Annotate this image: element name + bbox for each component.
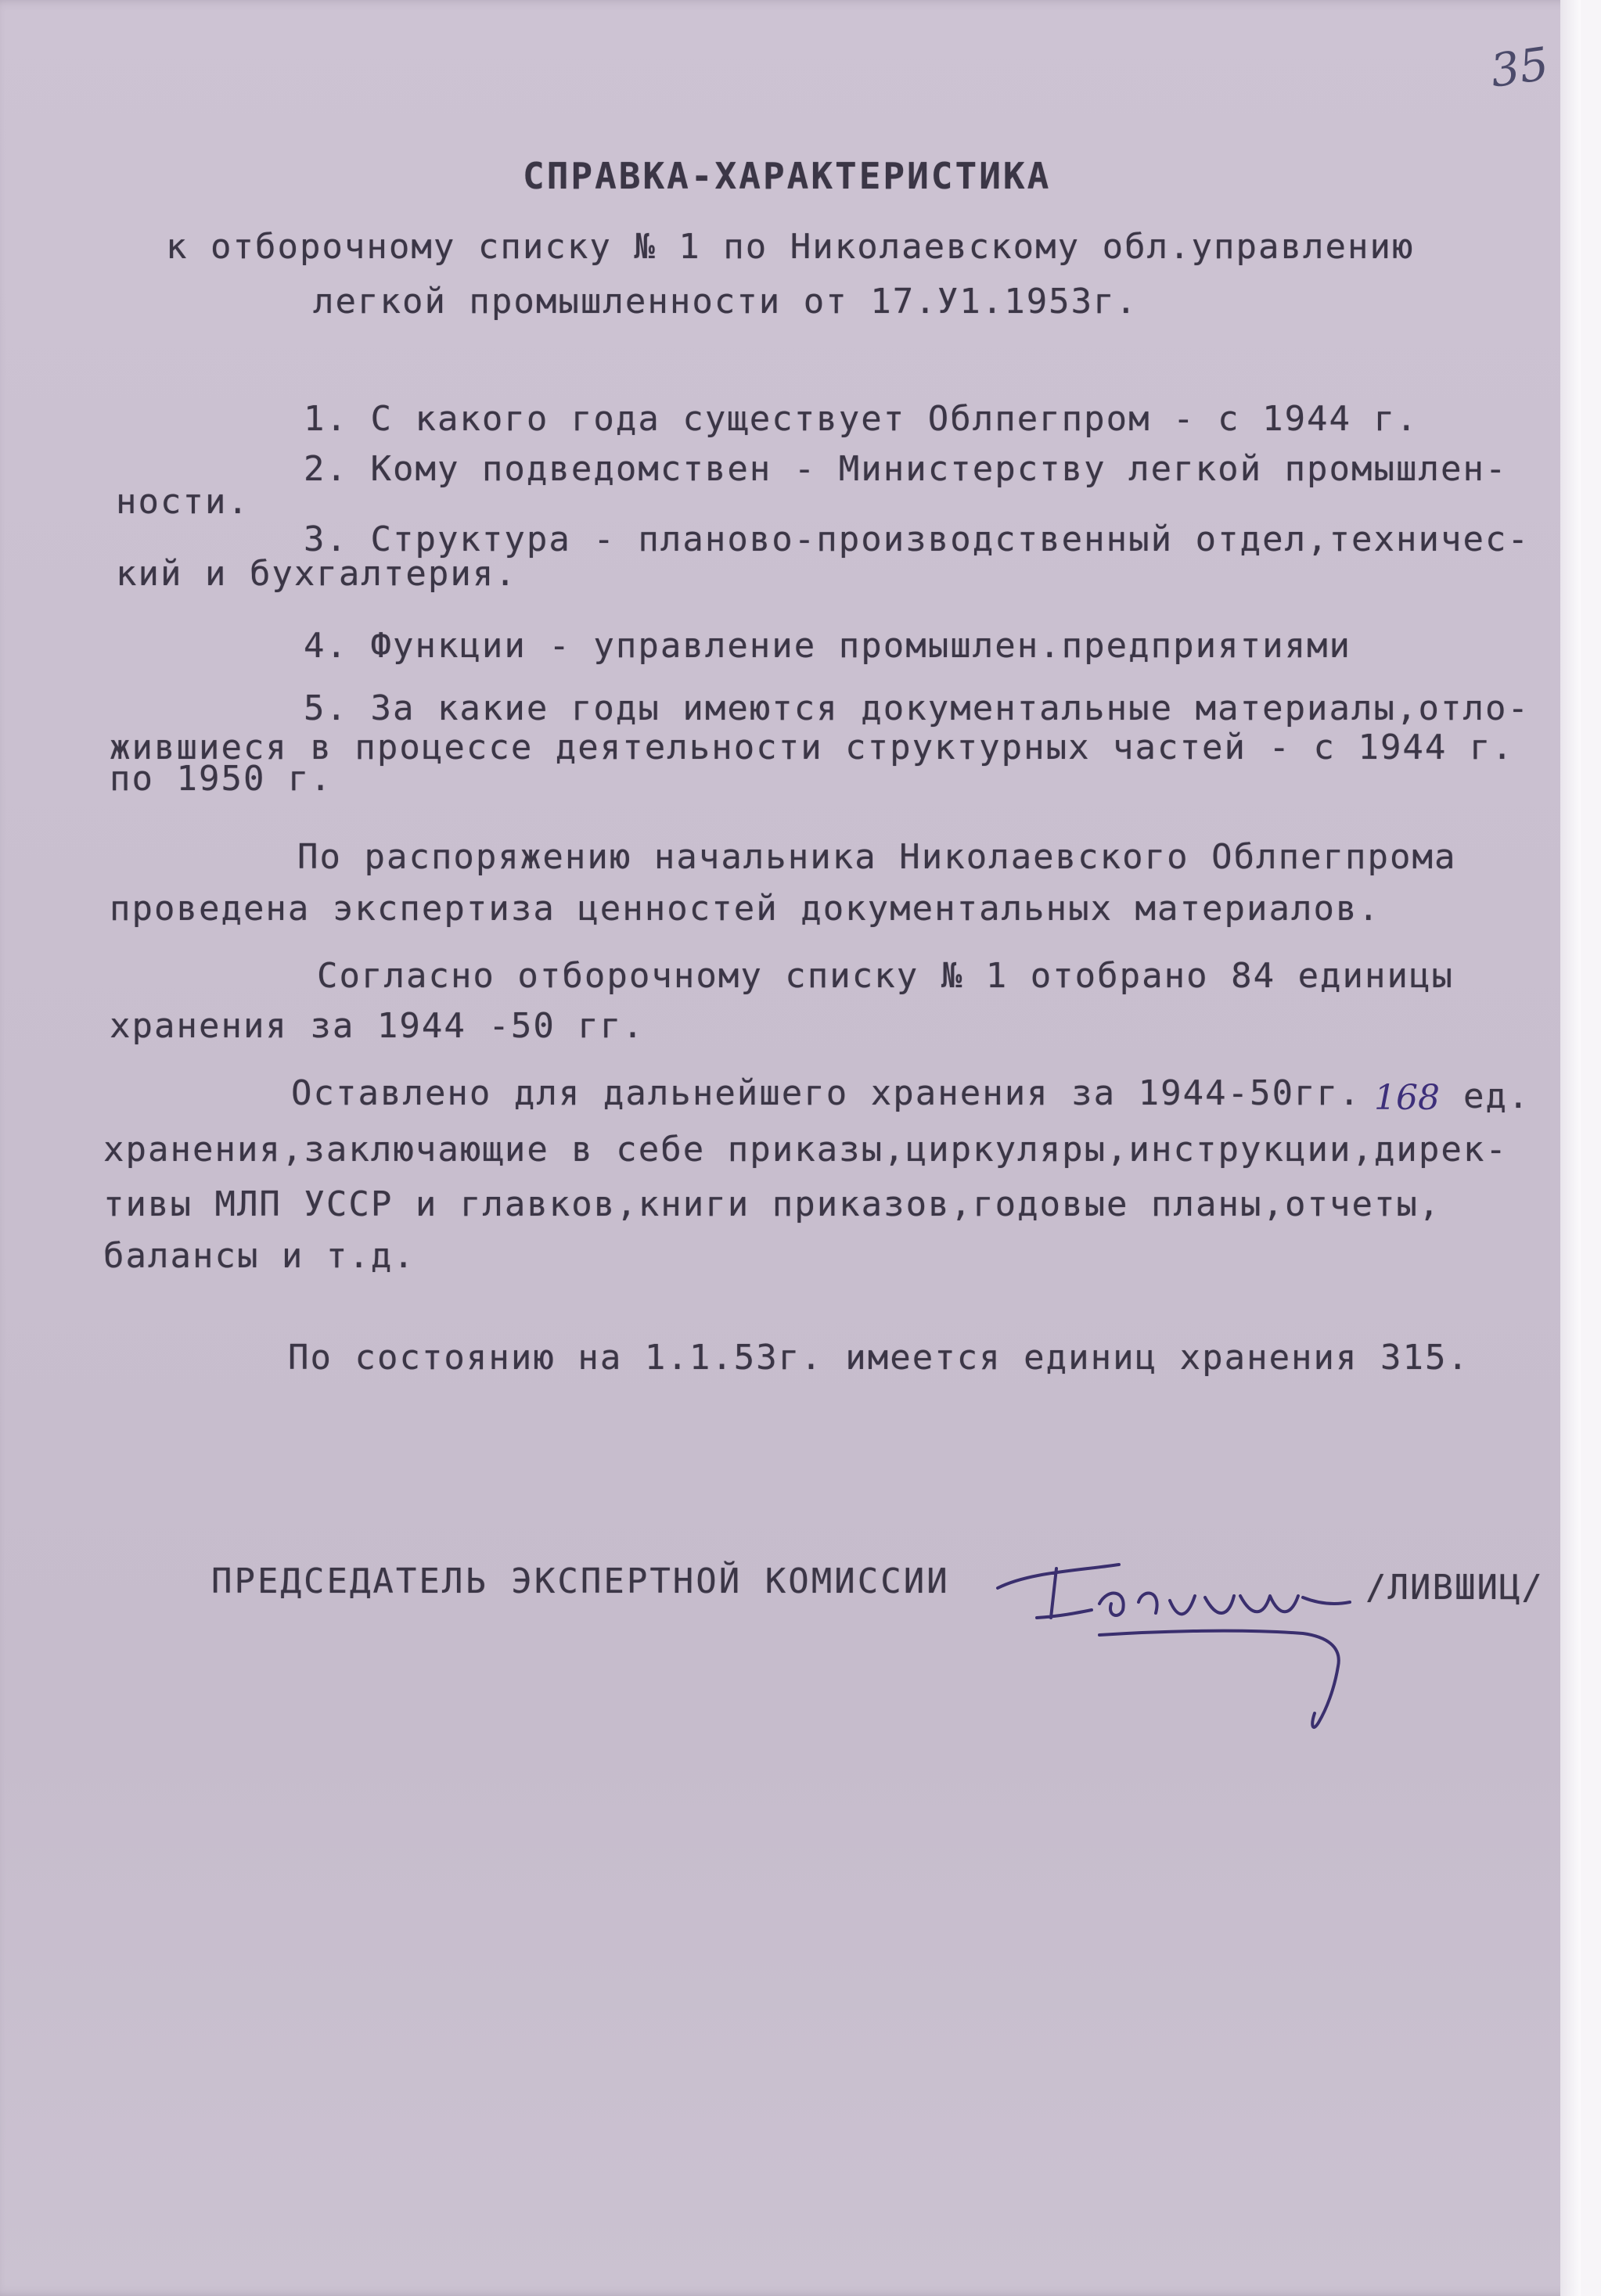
retained-line-1-end: ед. [1463, 1076, 1531, 1116]
retained-line-2: хранения,заключающие в себе приказы,циркуляры,инструкции,дирек- [103, 1130, 1508, 1170]
expertise-line-2: проведена экспертиза ценностей документальных материалов. [110, 889, 1380, 929]
item-5-end: по 1950 г. [110, 759, 333, 799]
signatory-name: /ЛИВШИЦ/ [1365, 1568, 1544, 1608]
signatory-position: ПРЕДСЕДАТЕЛЬ ЭКСПЕРТНОЙ КОМИССИИ [211, 1561, 950, 1601]
item-5-continued: жившиеся в процессе деятельности структурных частей - с 1944 г. [110, 728, 1514, 767]
retained-line-3: тивы МЛП УССР и главков,книги приказов,годовые планы,отчеты, [103, 1184, 1441, 1224]
status-line: По состоянию на 1.1.53г. имеется единиц хранения 315. [288, 1338, 1470, 1378]
retained-line-4: балансы и т.д. [103, 1236, 416, 1276]
signature-mark [982, 1541, 1405, 1744]
item-2-continued: ности. [116, 482, 250, 522]
selected-line-2: хранения за 1944 -50 гг. [110, 1006, 645, 1046]
item-1: 1. С какого года существует Облпегпром - с 1944 г. [304, 399, 1419, 439]
item-3-continued: кий и бухгалтерия. [116, 554, 517, 594]
subtitle-line-1: к отборочному списку № 1 по Николаевскому обл.управлению [166, 227, 1415, 267]
paper-edge [1560, 0, 1581, 2296]
subtitle-line-2: легкой промышленности от 17.У1.1953г. [313, 282, 1139, 322]
item-2: 2. Кому подведомствен - Министерству легкой промышлен- [304, 449, 1508, 489]
retained-count-handwritten: 168 [1374, 1078, 1440, 1118]
item-3: 3. Структура - планово-производственный отдел,техничес- [304, 519, 1530, 559]
page-number: 35 [1487, 37, 1552, 98]
retained-line-1-start: Оставлено для дальнейшего хранения за 1944-50гг. [291, 1073, 1362, 1113]
item-4: 4. Функции - управление промышлен.предприятиями [304, 626, 1352, 666]
document-title: СПРАВКА-ХАРАКТЕРИСТИКА [523, 155, 1052, 197]
expertise-line-1: По распоряжению начальника Николаевского Облпегпрома [297, 837, 1457, 877]
selected-line-1: Согласно отборочному списку № 1 отобрано 84 единицы [317, 956, 1455, 996]
item-5: 5. За какие годы имеются документальные материалы,отло- [304, 688, 1530, 728]
